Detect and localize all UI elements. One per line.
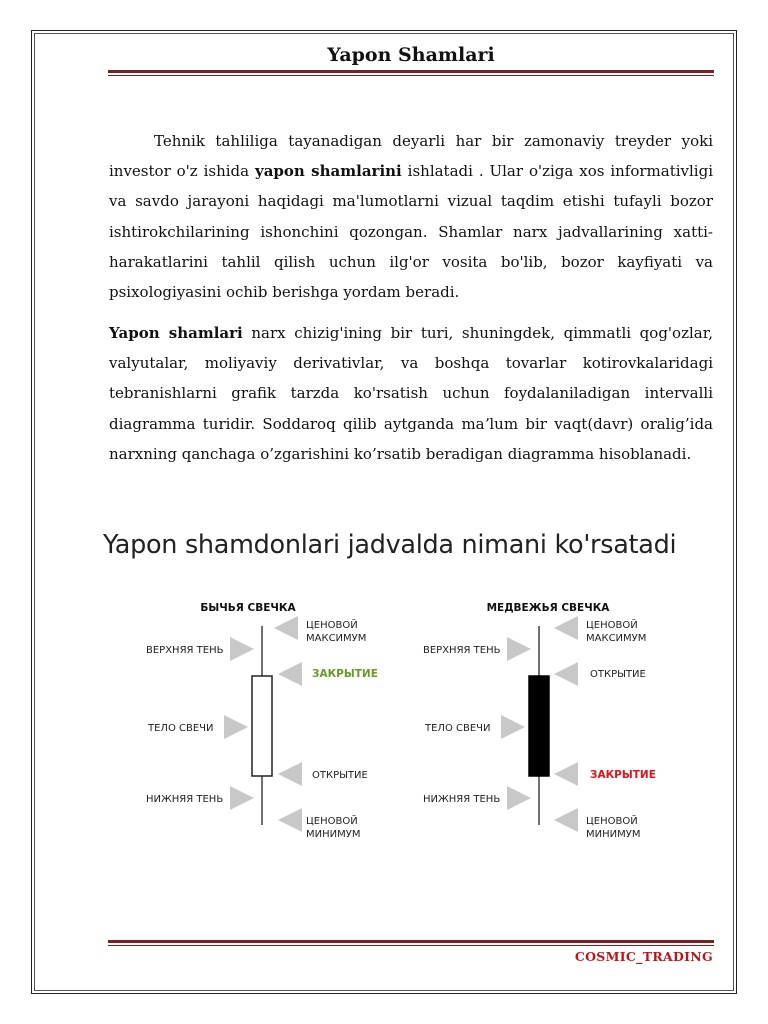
bullish-max-2: МАКСИМУМ <box>306 633 367 644</box>
bullish-min-2: МИНИМУМ <box>306 829 361 840</box>
bearish-upper-shadow: ВЕРХНЯЯ ТЕНЬ <box>423 645 501 656</box>
bullish-upper-shadow: ВЕРХНЯЯ ТЕНЬ <box>146 645 224 656</box>
bearish-min-2: МИНИМУМ <box>586 829 641 840</box>
bearish-body <box>529 676 549 776</box>
bullish-close-label: ЗАКРЫТИЕ <box>312 668 378 680</box>
bearish-heading: МЕДВЕЖЬЯ СВЕЧКА <box>486 602 610 614</box>
bullish-body <box>252 676 272 776</box>
page-title: Yapon Shamlari <box>327 44 495 66</box>
bullish-max-1: ЦЕНОВОЙ <box>306 620 358 631</box>
bearish-lower-shadow: НИЖНЯЯ ТЕНЬ <box>423 794 501 805</box>
bullish-open-label: ОТКРЫТИЕ <box>312 770 368 781</box>
bullish-candle <box>146 602 378 840</box>
footer-brand: COSMIC_TRADING <box>574 949 713 964</box>
candlestick-diagram <box>130 590 660 850</box>
footer-rule-thin <box>108 945 714 946</box>
paragraph-definition: Yapon shamlari narx chizig'ining bir turi, shuningdek, qimmatli qog'ozlar, valyutalar, moliyaviy derivativlar, va boshqa tovarlar kotirovkalaridagi tebranishlarni grafik tarzda ko'rsatish uchun foydalaniladigan intervalli diagramma turidir. Soddaroq qilib aytganda maʼlum bir vaqt(davr) oralig’ida narxning qanchaga o’zgarishini ko’rsatib beradigan diagramma hisoblanadi. <box>109 324 714 463</box>
bullish-lower-shadow: НИЖНЯЯ ТЕНЬ <box>146 794 224 805</box>
bearish-min-1: ЦЕНОВОЙ <box>586 816 638 827</box>
bearish-open-label: ОТКРЫТИЕ <box>590 669 646 680</box>
figure-title: Yapon shamdonlari jadvalda nimani ko'rsatadi <box>103 530 677 560</box>
bearish-max-1: ЦЕНОВОЙ <box>586 620 638 631</box>
bearish-body-label: ТЕЛО СВЕЧИ <box>425 723 491 734</box>
footer-rule <box>108 940 714 943</box>
bearish-candle <box>423 602 656 840</box>
bullish-heading: БЫЧЬЯ СВЕЧКА <box>200 602 296 614</box>
bearish-max-2: МАКСИМУМ <box>586 633 647 644</box>
bearish-close-label: ЗАКРЫТИЕ <box>590 769 656 781</box>
bullish-min-1: ЦЕНОВОЙ <box>306 816 358 827</box>
header-rule <box>108 70 714 73</box>
paragraph-intro: Tehnik tahliliga tayanadigan deyarli har bir zamonaviy treyder yoki investor o'z ishida yapon shamlarini ishlatadi . Ular o'ziga xos informativligi va savdo jarayoni haqidagi ma'lumotlarni vizual taqdim etishi tufayli bozor ishtirokchilarining ishonchini qozongan. Shamlar narx jadvallarining xatti-harakatlarini tahlil qilish uchun ilg'or vosita bo'lib, bozor kayfiyati va psixologiyasini ochib berishga yordam beradi. <box>109 132 714 302</box>
header-rule-thin <box>108 75 714 76</box>
bullish-body-label: ТЕЛО СВЕЧИ <box>148 723 214 734</box>
